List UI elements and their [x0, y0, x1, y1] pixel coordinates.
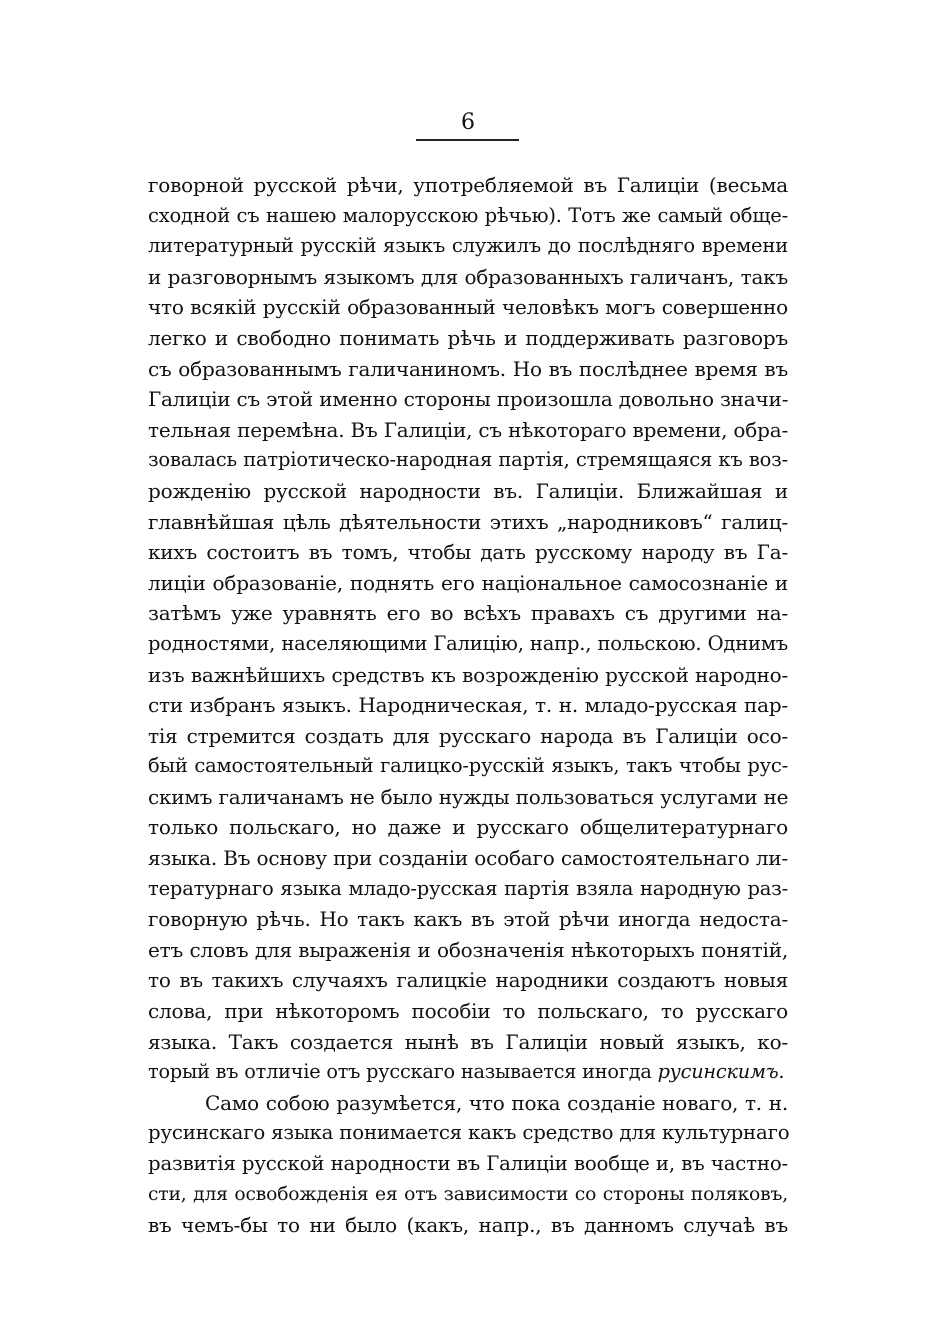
text-line: развитія русской народности въ Галиціи вообще и, въ частно-	[148, 1152, 788, 1175]
paragraph-2	[148, 1088, 788, 1241]
text-line: кихъ состоитъ въ томъ, чтобы дать русскому народу въ Га-	[148, 540, 788, 565]
text-line: родностями, населяющими Галицію, напр., польскою. Однимъ	[148, 631, 788, 655]
text-line: сти, для освобожденія ея отъ зависимости со стороны поляковъ,	[148, 1183, 788, 1205]
text-line-prefix: торый въ отличіе отъ русскаго называется иногда	[148, 1060, 658, 1084]
text-line: зовалась патріотическо-народная партія, стремящаяся къ воз-	[148, 448, 788, 472]
text-line: тія стремится создать для русскаго народа въ Галиціи осо-	[148, 723, 788, 748]
text-line: Галиціи съ этой именно стороны произошла довольно значи-	[148, 387, 789, 412]
text-line: лиціи образованіе, поднять его національное самосознаніе и	[148, 570, 788, 595]
emphasized-word: русинскимъ.	[657, 1060, 785, 1084]
text-line: русинскаго языка понимается какъ средство для культурнаго	[148, 1121, 790, 1145]
text-line: легко и свободно понимать рѣчь и поддерживать разговоръ	[148, 325, 788, 350]
text-line-last	[148, 1057, 788, 1088]
text-line: языка. Въ основу при созданіи особаго самостоятельнаго ли-	[148, 846, 788, 871]
header-rule	[416, 139, 519, 141]
text-line: затѣмъ уже уравнять его во всѣхъ правахъ съ другими на-	[148, 601, 788, 626]
body-text	[148, 170, 788, 1241]
text-line: сходной съ нашею малорусскою рѣчью). Тотъ же самый обще-	[148, 203, 788, 227]
page-number: 6	[461, 110, 475, 135]
text-line: въ чемъ-бы то ни было (какъ, напр., въ данномъ случаѣ въ	[148, 1213, 788, 1238]
text-line: сти избранъ языкъ. Народническая, т. н. младо-русская пар-	[148, 693, 788, 718]
paragraph-1	[148, 170, 788, 1088]
text-line-indented: Само собою разумѣется, что пока созданіе новаго, т. н.	[205, 1090, 788, 1115]
text-line: то въ такихъ случаяхъ галицкіе народники создаютъ новыя	[148, 968, 788, 993]
text-line: скимъ галичанамъ не было нужды пользоваться услугами не	[148, 784, 789, 809]
text-line: съ образованнымъ галичаниномъ. Но въ послѣднее время въ	[148, 356, 788, 381]
text-line: изъ важнѣйшихъ средствъ къ возрожденію русской народно-	[148, 662, 788, 687]
text-line: говорную рѣчь. Но такъ какъ въ этой рѣчи иногда недоста-	[148, 907, 788, 932]
text-line: литературный русскій языкъ служилъ до послѣдняго времени	[148, 234, 788, 258]
text-line: рожденію русской народности въ. Галиціи. Ближайшая и	[148, 478, 788, 503]
text-line: главнѣйшая цѣль дѣятельности этихъ „народниковъ“ галиц-	[148, 509, 788, 534]
text-line: только польскаго, но даже и русскаго общелитературнаго	[148, 815, 788, 840]
text-line: и разговорнымъ языкомъ для образованныхъ галичанъ, такъ	[148, 264, 788, 289]
text-line: етъ словъ для выраженія и обозначенія нѣкоторыхъ понятій,	[148, 937, 788, 962]
text-line: говорной русской рѣчи, употребляемой въ Галиціи (весьма	[148, 173, 788, 197]
text-line: языка. Такъ создается нынѣ въ Галиціи новый языкъ, ко-	[148, 1029, 788, 1054]
text-line: слова, при нѣкоторомъ пособіи то польскаго, то русскаго	[148, 999, 788, 1024]
text-line: что всякій русскій образованный человѣкъ могъ совершенно	[148, 295, 788, 320]
text-line: тературнаго языка младо-русская партія взяла народную раз-	[148, 876, 788, 900]
text-line: тельная перемѣна. Въ Галиціи, съ нѣкотораго времени, обра-	[148, 417, 788, 442]
text-line: бый самостоятельный галицко-русскій языкъ, такъ чтобы рус-	[148, 754, 788, 778]
